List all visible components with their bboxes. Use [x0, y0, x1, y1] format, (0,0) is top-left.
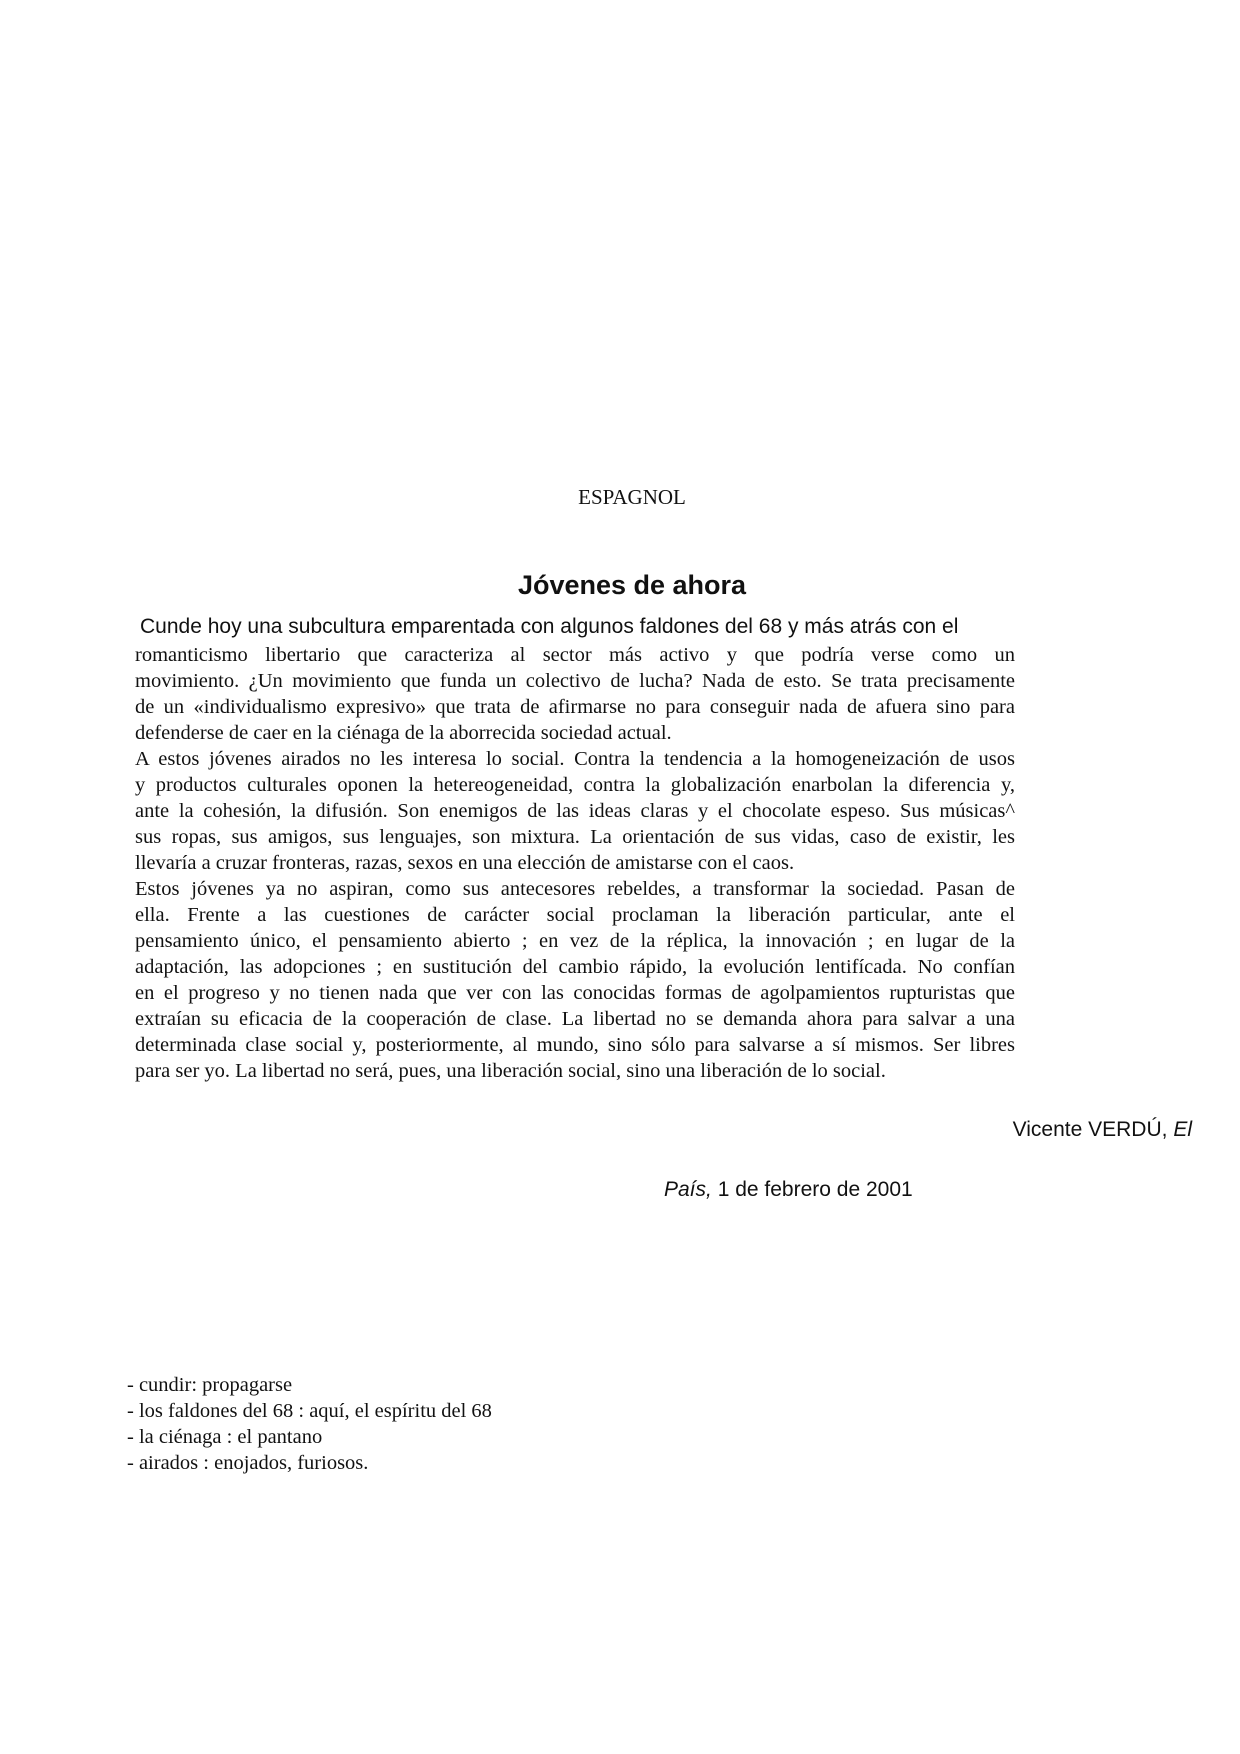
article-line-13: pensamiento único, el pensamiento abierto ; en vez de la réplica, la innovación ; en lugar de la: [135, 930, 1015, 952]
article-line-12: ella. Frente a las cuestiones de carácter social proclaman la liberación particular, ante el: [135, 904, 1015, 926]
author-name: Vicente VERDÚ,: [1012, 1118, 1168, 1141]
newspaper-name-part2: País,: [664, 1178, 712, 1201]
article-line-18: para ser yo. La libertad no será, pues, una liberación social, sino una liberación de lo social.: [135, 1060, 886, 1082]
article-line-5: defenderse de caer en la ciénaga de la aborrecida sociedad actual.: [135, 722, 672, 744]
article-line-4: de un «individualismo expresivo» que trata de afirmarse no para conseguir nada de afuera sino para: [135, 696, 1015, 718]
article-line-2: romanticismo libertario que caracteriza al sector más activo y que podría verse como un: [135, 644, 1015, 666]
glossary-item: - airados : enojados, furiosos.: [127, 1452, 369, 1474]
glossary-item: - cundir: propagarse: [127, 1374, 293, 1396]
article-line-6: A estos jóvenes airados no les interesa lo social. Contra la tendencia a la homogeneización de usos: [135, 748, 1015, 770]
article-line-1: Cunde hoy una subcultura emparentada con algunos faldones del 68 y más atrás con el: [140, 615, 959, 638]
article-line-9: sus ropas, sus amigos, sus lenguajes, son mixtura. La orientación de sus vidas, caso de existir, les: [135, 826, 1015, 848]
source-byline: [1013, 1118, 1192, 1142]
newspaper-name-part1: El: [1173, 1118, 1192, 1141]
publication-date: 1 de febrero de 2001: [717, 1178, 913, 1201]
subject-label: ESPAGNOL: [578, 485, 686, 509]
source-date-line: [664, 1178, 913, 1202]
article-line-11: Estos jóvenes ya no aspiran, como sus antecesores rebeldes, a transformar la sociedad. Pasan de: [135, 878, 1015, 900]
article-line-10: llevaría a cruzar fronteras, razas, sexos en una elección de amistarse con el caos.: [135, 852, 795, 874]
article-line-7: y productos culturales oponen la hetereogeneidad, contra la globalización enarbolan la diferencia y,: [135, 774, 1015, 796]
article-line-15: en el progreso y no tienen nada que ver con las conocidas formas de agolpamientos rupturistas que: [135, 982, 1015, 1004]
article-title: Jóvenes de ahora: [517, 570, 747, 600]
article-line-8: ante la cohesión, la difusión. Son enemigos de las ideas claras y el chocolate espeso. Sus músicas^: [135, 800, 1015, 822]
glossary-item: - la ciénaga : el pantano: [127, 1426, 323, 1448]
article-line-14: adaptación, las adopciones ; en sustitución del cambio rápido, la evolución lentifícada. No confían: [135, 956, 1015, 978]
article-line-17: determinada clase social y, posteriormente, al mundo, sino sólo para salvarse a sí mismos. Ser libres: [135, 1034, 1015, 1056]
glossary-item: - los faldones del 68 : aquí, el espíritu del 68: [127, 1400, 492, 1422]
article-line-3: movimiento. ¿Un movimiento que funda un colectivo de lucha? Nada de esto. Se trata precisamente: [135, 670, 1015, 692]
article-line-16: extraían su eficacia de la cooperación de clase. La libertad no se demanda ahora para salvar a una: [135, 1008, 1015, 1030]
